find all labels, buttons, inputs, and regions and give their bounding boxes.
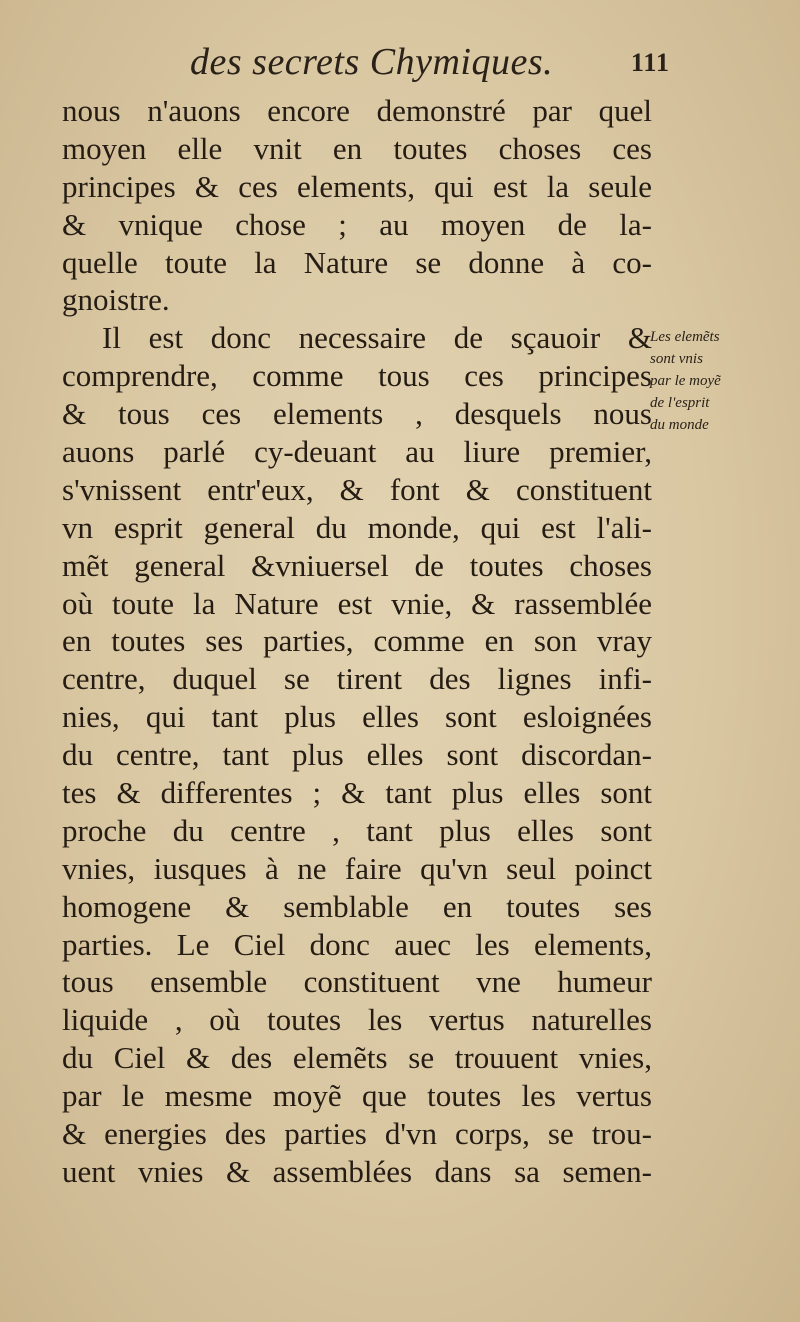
text-line: vnies, iusques à ne faire qu'vn seul poinct — [62, 850, 652, 886]
text-line: quelle toute la Nature se donne à co- — [62, 244, 652, 280]
text-line: tes & differentes ; & tant plus elles sont — [62, 775, 652, 811]
marginal-note-line: Les elemẽts — [650, 329, 720, 345]
text-line: liquide , où toutes les vertus naturelles — [62, 1002, 652, 1038]
text-line: nies, qui tant plus elles sont esloignées — [62, 699, 652, 735]
text-line: par le mesme moyẽ que toutes les vertus — [62, 1078, 652, 1114]
text-line: où toute la Nature est vnie, & rassemblée — [62, 585, 652, 621]
text-line: principes & ces elements, qui est la seule — [62, 168, 652, 204]
text-line: auons parlé cy-deuant au liure premier, — [62, 434, 652, 470]
text-line: mẽt general &vniuersel de toutes choses — [62, 547, 652, 583]
text-line: homogene & semblable en toutes ses — [62, 888, 652, 924]
text-line: du Ciel & des elemẽts se trouuent vnies, — [62, 1040, 652, 1076]
marginal-note-line: par le moyẽ — [650, 373, 721, 389]
text-line: & vnique chose ; au moyen de la- — [62, 206, 652, 242]
page-number: 111 — [630, 48, 670, 77]
text-line: comprendre, comme tous ces principes — [62, 358, 652, 394]
text-line: & energies des parties d'vn corps, se trou- — [62, 1116, 652, 1152]
body-text — [62, 92, 652, 1191]
text-line: du centre, tant plus elles sont discordan- — [62, 737, 652, 773]
text-line: centre, duquel se tirent des lignes infi- — [62, 661, 652, 697]
text-line: nous n'auons encore demonstré par quel — [62, 93, 652, 128]
text-line: tous ensemble constituent vne humeur — [62, 964, 652, 1000]
text-line: parties. Le Ciel donc auec les elements, — [62, 926, 652, 962]
text-line: proche du centre , tant plus elles sont — [62, 812, 652, 848]
text-line: & tous ces elements , desquels nous — [62, 396, 652, 432]
text-line: s'vnissent entr'eux, & font & constituent — [62, 471, 652, 507]
text-line: vn esprit general du monde, qui est l'ali- — [62, 509, 652, 545]
text-line: en toutes ses parties, comme en son vray — [62, 623, 652, 659]
marginal-note-line: sont vnis — [650, 351, 703, 367]
marginal-note-line: du monde — [650, 417, 709, 433]
text-line: gnoistre. — [62, 282, 170, 318]
marginal-note-line: de l'esprit — [650, 395, 710, 411]
text-line: moyen elle vnit en toutes choses ces — [62, 130, 652, 166]
marginal-note — [650, 326, 770, 436]
page-header — [150, 40, 670, 90]
text-line: Il est donc necessaire de sçauoir & — [102, 320, 652, 356]
running-title: des secrets Chymiques. — [190, 41, 554, 83]
text-line: uent vnies & assemblées dans sa semen- — [62, 1153, 652, 1189]
